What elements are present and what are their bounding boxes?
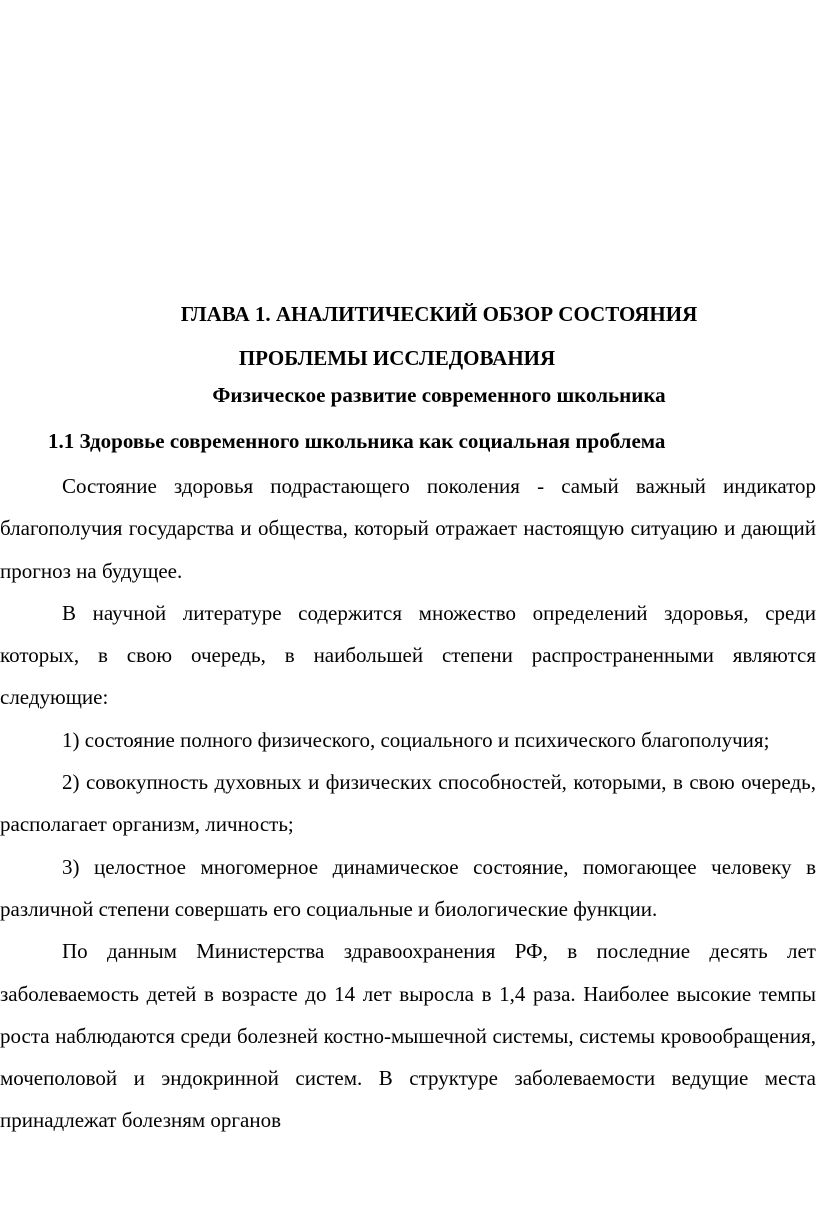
list-item: 3) целостное многомерное динамическое состояние, помогающее человеку в различной степени совершать его социальные и биологические функции. (0, 854, 816, 921)
chapter-title-line-2: ПРОБЛЕМЫ ИССЛЕДОВАНИЯ (238, 346, 556, 370)
paragraph: По данным Министерства здравоохранения РФ, в последние десять лет заболеваемость детей в возрасте до 14 лет выросла в 1,4 раза. Наиболее высокие темпы роста наблюдаются среди болезней костно-мышечной системы, системы кровообращения, мочеполовой и эндокринной систем. В структуре заболеваемости ведущие места принадлежат болезням органов (0, 939, 816, 1133)
body-text (0, 465, 816, 1142)
chapter-title (0, 292, 816, 380)
paragraph: Состояние здоровья подрастающего поколения - самый важный индикатор благополучия государства и общества, который отражает настоящую ситуацию и дающий прогноз на будущее. (0, 474, 816, 583)
list-item: 2) совокупность духовных и физических способностей, которыми, в свою очередь, располагает организм, личность; (0, 770, 816, 837)
section-title: Физическое развитие современного школьника (212, 383, 666, 407)
subsection-title: 1.1 Здоровье современного школьника как социальная проблема (48, 429, 666, 453)
list-item: 1) состояние полного физического, социального и психического благополучия; (62, 727, 770, 752)
chapter-title-line-1: ГЛАВА 1. АНАЛИТИЧЕСКИЙ ОБЗОР СОСТОЯНИЯ (180, 302, 698, 326)
paragraph: В научной литературе содержится множество определений здоровья, среди которых, в свою очередь, в наибольшей степени распространенными являются следующие: (0, 600, 816, 710)
